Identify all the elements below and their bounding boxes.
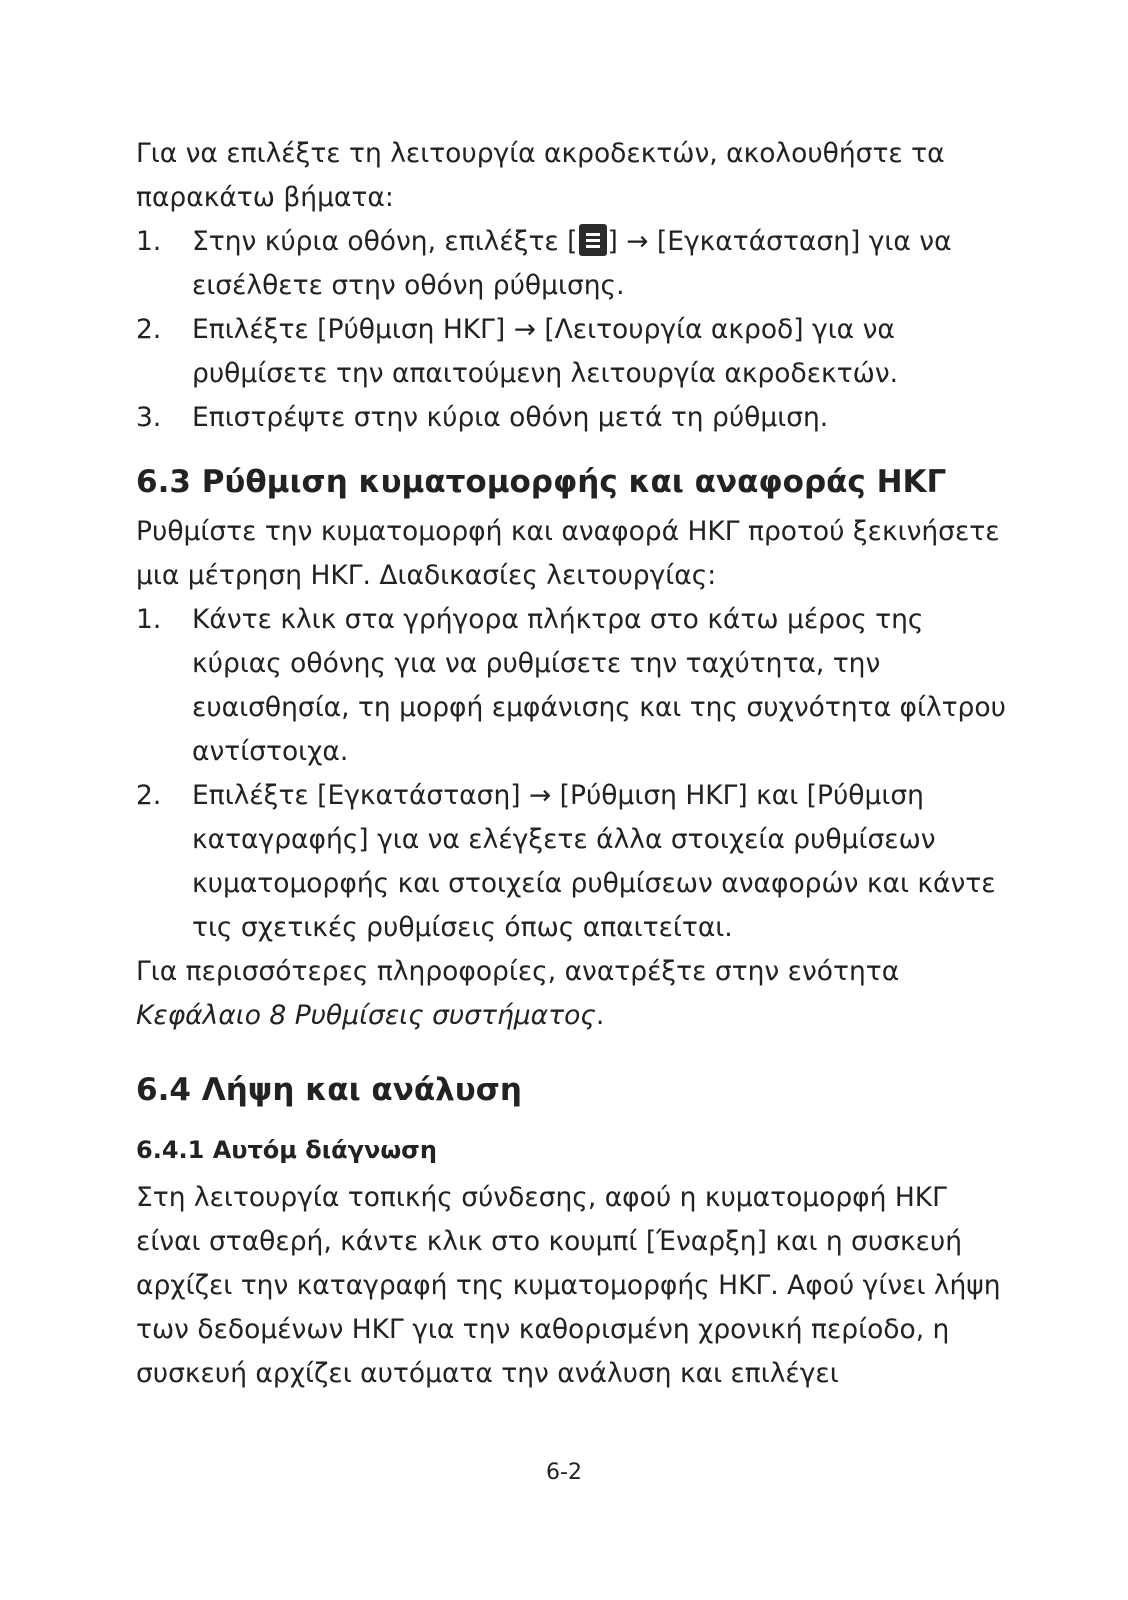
list-item <box>136 774 1016 950</box>
document-page <box>136 132 1016 1396</box>
step-text: Επιστρέψτε στην κύρια οθόνη μετά τη ρύθμιση. <box>192 402 829 433</box>
waveform-steps <box>136 598 1016 950</box>
step-text: Επιλέξτε [Εγκατάσταση] → [Ρύθμιση ΗΚΓ] και [Ρύθμιση καταγραφής] για να ελέγξετε άλλα στοιχεία ρυθμίσεων κυματομορφής και στοιχεία ρυθμίσεων αναφορών και κάντε τις σχετικές ρυθμίσεις όπως απαιτείται. <box>192 780 996 943</box>
page-number: 6-2 <box>546 1460 582 1485</box>
section-6-3-heading: 6.3 Ρύθμιση κυματομορφής και αναφοράς ΗΚΓ <box>136 464 947 500</box>
list-item <box>136 598 1016 774</box>
step-text-before-icon: Στην κύρια οθόνη, επιλέξτε [ <box>192 226 578 257</box>
step-text: Επιλέξτε [Ρύθμιση ΗΚΓ] → [Λειτουργία ακροδ] για να ρυθμίσετε την απαιτούμενη λειτουργία ακροδεκτών. <box>192 314 899 389</box>
list-item <box>136 308 1016 396</box>
step-number: 3. <box>136 402 162 433</box>
lead-mode-steps <box>136 220 1016 440</box>
menu-icon <box>579 224 607 256</box>
section-6-4-1-body: Στη λειτουργία τοπικής σύνδεσης, αφού η κυματομορφή ΗΚΓ είναι σταθερή, κάντε κλικ στο κουμπί [Έναρξη] και η συσκευή αρχίζει την καταγραφή της κυματομορφής ΗΚΓ. Αφού γίνει λήψη των δεδομένων ΗΚΓ για την καθορισμένη χρονική περίοδο, η συσκευή αρχίζει αυτόματα την ανάλυση και επιλέγει <box>136 1182 1001 1389</box>
section-6-4-heading: 6.4 Λήψη και ανάλυση <box>136 1072 522 1108</box>
more-info-text: Για περισσότερες πληροφορίες, ανατρέξτε στην ενότητα <box>136 956 900 987</box>
list-item <box>136 396 1016 440</box>
list-item <box>136 220 1016 308</box>
section-6-4-1-heading: 6.4.1 Αυτόμ διάγνωση <box>136 1136 437 1164</box>
step-text-after-icon: ] → [Εγκατάσταση] για να εισέλθετε στην οθόνη ρύθμισης. <box>192 226 952 301</box>
intro-paragraph: Για να επιλέξτε τη λειτουργία ακροδεκτών, ακολουθήστε τα παρακάτω βήματα: <box>136 138 945 213</box>
section-6-3-intro: Ρυθμίστε την κυματομορφή και αναφορά ΗΚΓ προτού ξεκινήσετε μια μέτρηση ΗΚΓ. Διαδικασίες λειτουργίας: <box>136 516 1000 591</box>
chapter-reference: Κεφάλαιο 8 Ρυθμίσεις συστήματος <box>136 1000 596 1031</box>
step-number: 2. <box>136 780 162 811</box>
more-info-end: . <box>595 1000 605 1031</box>
step-text: Κάντε κλικ στα γρήγορα πλήκτρα στο κάτω μέρος της κύριας οθόνης για να ρυθμίσετε την ταχύτητα, την ευαισθησία, τη μορφή εμφάνισης και της συχνότητα φίλτρου αντίστοιχα. <box>192 604 1006 767</box>
step-number: 1. <box>136 604 162 635</box>
step-number: 2. <box>136 314 162 345</box>
more-info-paragraph <box>136 950 1016 1038</box>
step-number: 1. <box>136 226 162 257</box>
